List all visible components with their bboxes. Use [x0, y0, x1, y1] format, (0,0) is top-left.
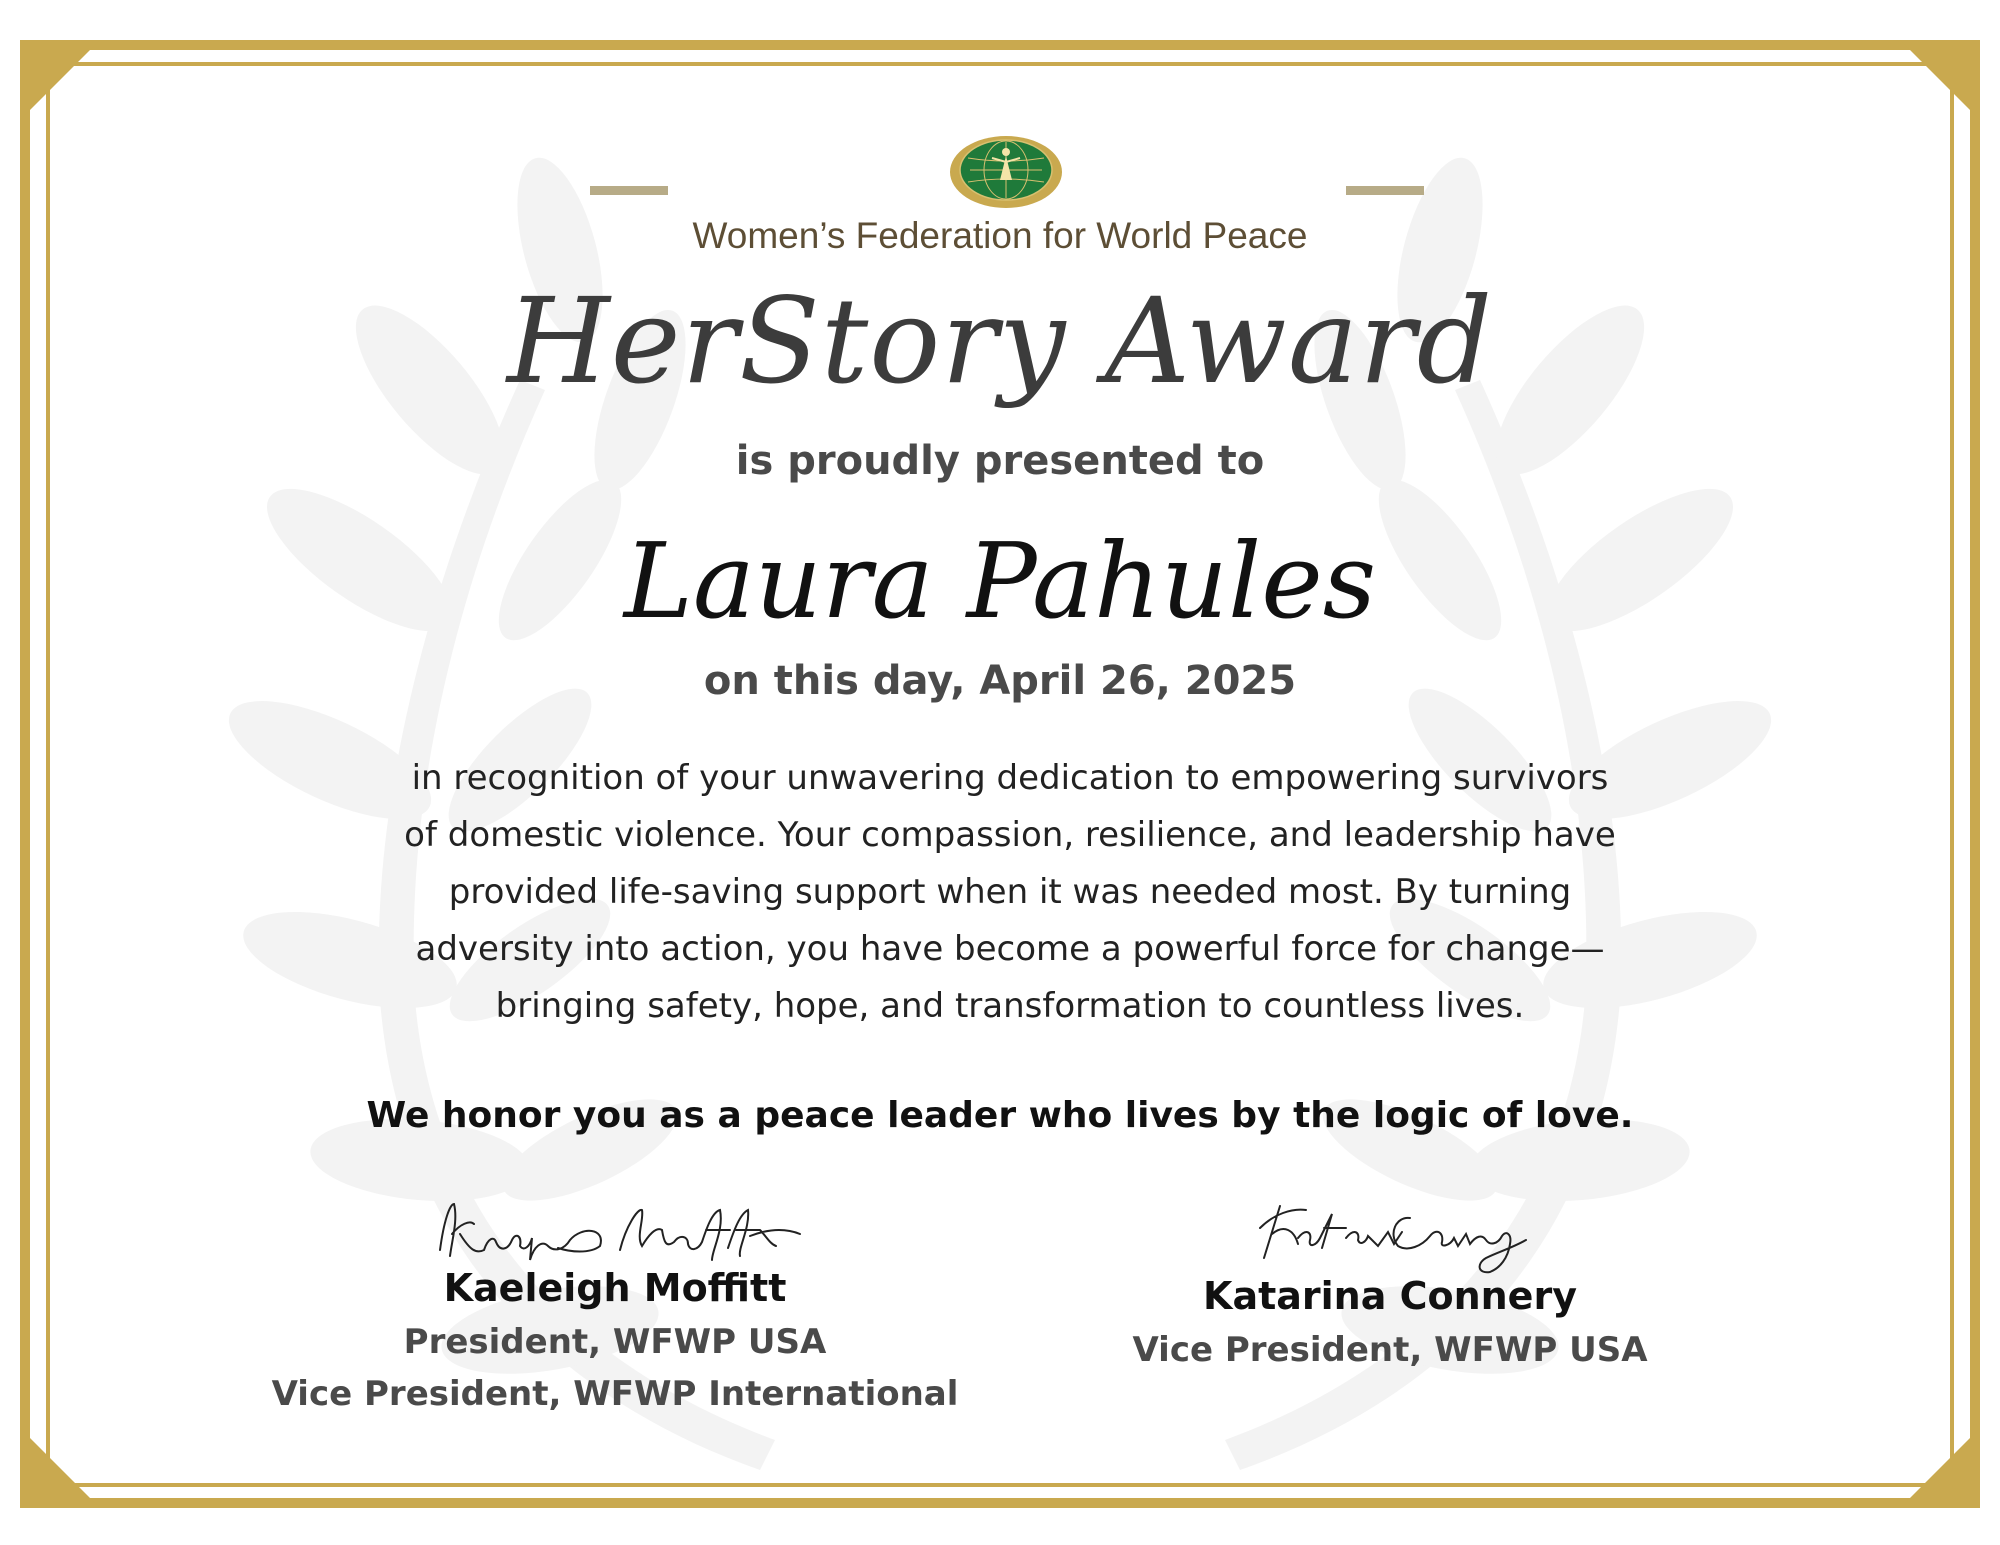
presented-to-line: is proudly presented to	[735, 438, 1265, 484]
header-rule-right	[1346, 186, 1424, 195]
date-line: on this day, April 26, 2025	[703, 658, 1297, 704]
signatory-block-2	[1100, 1268, 1680, 1376]
signatory-block-1	[250, 1260, 980, 1420]
award-title: HerStory Award	[506, 272, 1494, 410]
signature-katarina-connery	[1250, 1188, 1540, 1278]
signatory-title: Vice President, WFWP USA	[1132, 1330, 1648, 1370]
signatory-name: Kaeleigh Moffitt	[443, 1266, 787, 1310]
header-rule-left	[590, 186, 668, 195]
signature-kaeleigh-moffitt	[430, 1190, 810, 1270]
signatory-title: Vice President, WFWP International	[271, 1374, 959, 1414]
signatory-title: President, WFWP USA	[403, 1322, 827, 1362]
recipient-name: Laura Pahules	[623, 520, 1377, 642]
organization-name: Women’s Federation for World Peace	[692, 215, 1308, 256]
wfwp-logo-icon	[948, 134, 1064, 210]
signatory-name: Katarina Connery	[1203, 1274, 1577, 1318]
honor-line: We honor you as a peace leader who lives by the logic of love.	[366, 1095, 1634, 1136]
citation-text: in recognition of your unwavering dedication to empowering survivors of domestic violence. Your compassion, resilience, and leadership have provided life-saving support when it was needed most. By turning adversity into action, you have become a powerful force for change—bringing safety, hope, and transformation to countless lives.	[404, 758, 1616, 1026]
